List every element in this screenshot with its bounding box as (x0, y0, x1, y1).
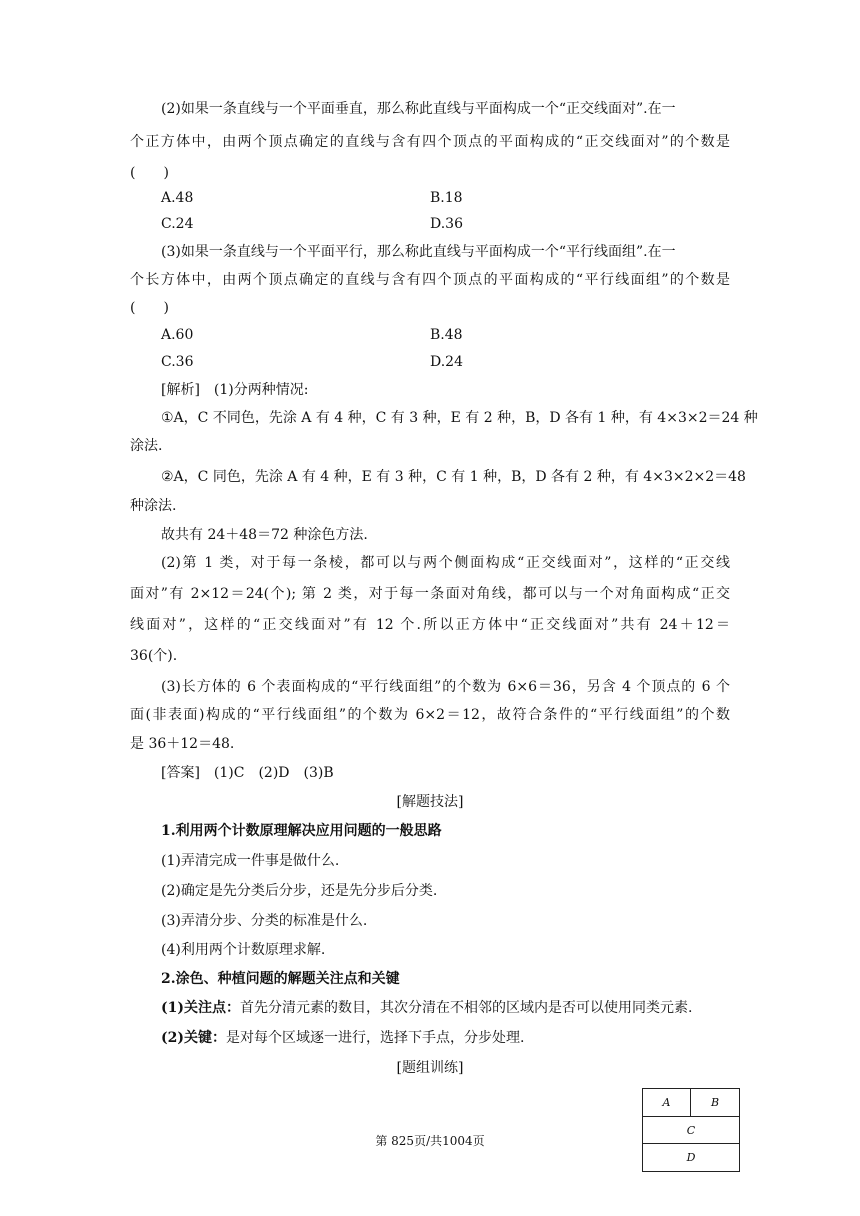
answer-line: [答案] (1)C (2)D (3)B (161, 765, 334, 781)
analysis-line-3: 涂法. (130, 438, 163, 454)
practice-heading: [题组训练] (396, 1060, 464, 1076)
analysis-line-13: 是 36＋12＝48. (130, 736, 235, 752)
page-footer: 第 825页/共1004页 (375, 1134, 485, 1148)
technique-point-2 (161, 1027, 730, 1049)
q2-option-a: A.48 (161, 190, 194, 206)
point-1-label: (1)关注点： (161, 1000, 240, 1016)
region-diagram (642, 1088, 740, 1172)
analysis-line-7: (2)第 1 类，对于每一条棱，都可以与两个侧面构成“正交线面对”，这样的“正交线 (161, 555, 730, 571)
technique-step-1: (1)弄清完成一件事是做什么. (161, 853, 340, 869)
point-2-text: 是对每个区域逐一进行，选择下手点，分步处理. (226, 1030, 525, 1046)
q2-option-d: D.36 (430, 216, 463, 232)
analysis-line-8: 面对”有 2×12＝24(个); 第 2 类，对于每一条面对角线，都可以与一个对角面构成“正交 (130, 586, 730, 602)
technique-step-4: (4)利用两个计数原理求解. (161, 942, 326, 958)
technique-subheading-1: 1.利用两个计数原理解决应用问题的一般思路 (161, 823, 442, 839)
q3-option-b: B.48 (430, 327, 463, 343)
analysis-line-4: ②A，C 同色，先涂 A 有 4 种，E 有 3 种，C 有 1 种，B，D 各有 2 种，有 4×3×2×2＝48 (161, 469, 746, 485)
q3-line-3: ( ) (130, 300, 169, 316)
analysis-line-10: 36(个). (130, 648, 178, 664)
analysis-line-6: 故共有 24＋48＝72 种涂色方法. (161, 527, 368, 543)
analysis-line-11: (3)长方体的 6 个表面构成的“平行线面组”的个数为 6×6＝36，另含 4 个顶点的 6 个 (161, 679, 730, 695)
region-a: A (643, 1089, 691, 1117)
point-2-label: (2)关键： (161, 1030, 226, 1046)
technique-point-1 (161, 997, 730, 1019)
q3-option-d: D.24 (430, 354, 463, 370)
analysis-line-2: ①A，C 不同色，先涂 A 有 4 种，C 有 3 种，E 有 2 种，B，D 各有 1 种，有 4×3×2＝24 种 (161, 410, 758, 426)
technique-subheading-2: 2.涂色、种植问题的解题关注点和关键 (161, 971, 400, 987)
q3-line-1: (3)如果一条直线与一个平面平行，那么称此直线与平面构成一个“平行线面组”.在一 (161, 244, 676, 260)
analysis-line-12: 面(非表面)构成的“平行线面组”的个数为 6×2＝12，故符合条件的“平行线面组”的个数 (130, 707, 730, 723)
region-b: B (691, 1089, 739, 1117)
q2-line-1: (2)如果一条直线与一个平面垂直，那么称此直线与平面构成一个“正交线面对”.在一 (161, 101, 676, 117)
q2-line-2: 个正方体中，由两个顶点确定的直线与含有四个顶点的平面构成的“正交线面对”的个数是 (130, 134, 730, 150)
region-c: C (643, 1117, 739, 1144)
point-1-text: 首先分清元素的数目，其次分清在不相邻的区域内是否可以使用同类元素. (240, 1000, 693, 1016)
region-d: D (686, 1151, 696, 1164)
analysis-heading: [解析] (1)分两种情况: (161, 382, 309, 398)
q3-option-c: C.36 (161, 354, 194, 370)
technique-heading: [解题技法] (396, 794, 464, 810)
technique-step-2: (2)确定是先分类后分步，还是先分步后分类. (161, 883, 438, 899)
analysis-line-5: 种涂法. (130, 498, 177, 514)
technique-step-3: (3)弄清分步、分类的标准是什么. (161, 913, 368, 929)
q3-line-2: 个长方体中，由两个顶点确定的直线与含有四个顶点的平面构成的“平行线面组”的个数是 (130, 272, 730, 288)
q3-option-a: A.60 (161, 327, 194, 343)
analysis-line-9: 线面对”，这样的“正交线面对”有 12 个.所以正方体中“正交线面对”共有 24＋12＝ (130, 617, 730, 633)
q2-option-c: C.24 (161, 216, 194, 232)
q2-line-3: ( ) (130, 165, 169, 181)
q2-option-b: B.18 (430, 190, 463, 206)
